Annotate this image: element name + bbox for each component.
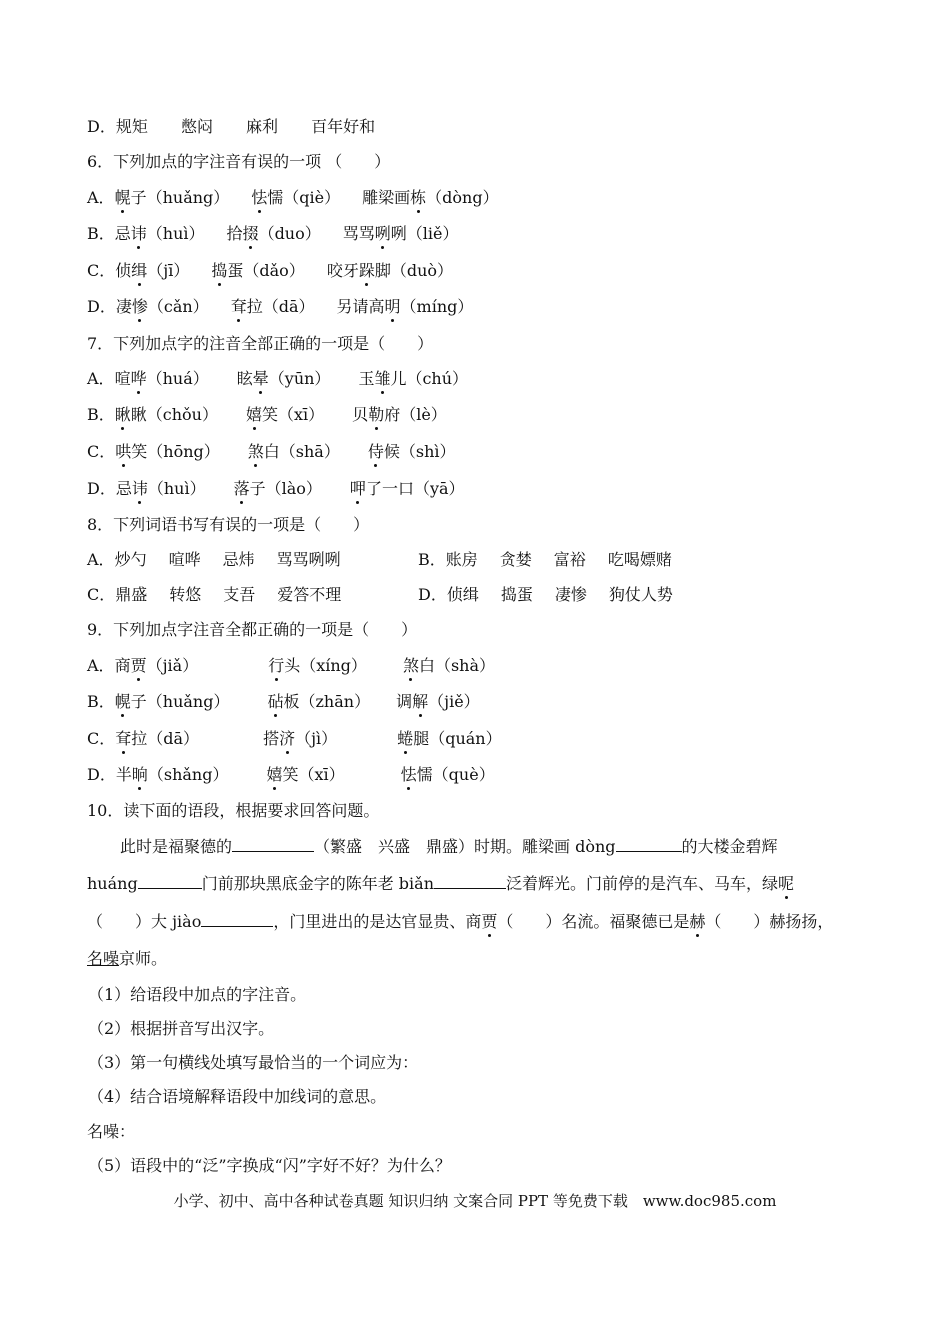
- option-word: 鼎盛: [115, 585, 148, 604]
- option-text: 候（shì）: [383, 442, 456, 461]
- dotted-char: 缉: [131, 261, 148, 280]
- option-word: 忌炜: [222, 550, 255, 569]
- option-text: 懦（què）: [416, 765, 495, 784]
- passage-text: huáng: [87, 874, 138, 893]
- option-text: 咧（liě）: [390, 224, 459, 243]
- dotted-char: 煞: [247, 442, 264, 461]
- option-word: 喧哗: [168, 550, 201, 569]
- q7-option-d: [87, 478, 465, 500]
- option-text: 忌: [114, 224, 131, 243]
- passage-text: （ ）赫扬扬，: [705, 912, 834, 931]
- option-text: （míng）: [400, 297, 474, 316]
- option-text: 板（zhān）: [283, 692, 371, 711]
- passage-text: （ ）大 jiào: [87, 912, 202, 931]
- option-label: B．: [87, 692, 115, 711]
- dotted-char: 捣: [211, 261, 228, 280]
- dotted-char: 幌: [114, 692, 131, 711]
- dotted-char: 晌: [131, 765, 148, 784]
- option-text: 拉（dā）: [246, 297, 315, 316]
- dotted-char: 怯: [400, 765, 417, 784]
- fill-blank[interactable]: [232, 836, 314, 852]
- option-text: 雕梁画: [362, 188, 411, 207]
- q8-option-b: [418, 549, 672, 571]
- option-text: （dòng）: [426, 188, 499, 207]
- q5-d-word3: 麻利: [246, 117, 279, 136]
- option-word: 捣蛋: [500, 585, 533, 604]
- dotted-char: 瞅: [114, 405, 131, 424]
- dotted-char: 勒: [368, 405, 385, 424]
- q10-sub4-answer-label: 名噪：: [87, 1122, 136, 1141]
- option-text: 笑（hōng）: [131, 442, 220, 461]
- q9-option-c: [87, 728, 502, 750]
- q7-stem: 7．下列加点字的注音全部正确的一项是（ ）: [87, 334, 434, 353]
- option-text: 了一口（yā）: [365, 479, 465, 498]
- q10-passage-line4: [87, 948, 167, 970]
- fill-blank[interactable]: [616, 836, 682, 852]
- passage-text: 的大楼金碧辉: [681, 837, 778, 856]
- option-word: 凄惨: [554, 585, 587, 604]
- option-label: A．: [87, 550, 115, 569]
- option-text: 喧: [114, 369, 131, 388]
- option-label: B．: [418, 550, 446, 569]
- q6-option-d: [87, 296, 473, 318]
- option-text: 商: [114, 656, 131, 675]
- option-text: 拾: [226, 224, 243, 243]
- q6-option-a: [87, 187, 499, 209]
- dotted-char: 讳: [130, 224, 147, 243]
- option-text: 笑（xī）: [262, 405, 325, 424]
- option-text: 瞅（chǒu）: [130, 405, 218, 424]
- q10-passage-line3: [87, 911, 833, 933]
- option-text: （jiě）: [428, 692, 480, 711]
- dotted-char: 煞: [402, 656, 419, 675]
- option-text: 子（huǎng）: [130, 188, 230, 207]
- option-text: （huá）: [146, 369, 209, 388]
- option-text: 贝: [352, 405, 369, 424]
- dotted-char: 砧: [267, 692, 284, 711]
- dotted-char: 行: [268, 656, 285, 675]
- option-text: 子（lào）: [249, 479, 322, 498]
- q8-option-d: [418, 584, 673, 606]
- dotted-char: 解: [412, 692, 429, 711]
- option-text: 头（xíng）: [284, 656, 367, 675]
- dotted-char: 呢: [778, 874, 795, 893]
- dotted-char: 贾: [130, 656, 147, 675]
- option-text: 忌: [115, 479, 132, 498]
- dotted-char: 讳: [131, 479, 148, 498]
- option-label: C．: [87, 261, 116, 280]
- option-text: （jī）: [147, 261, 190, 280]
- option-text: （duo）: [258, 224, 321, 243]
- passage-text: ，门里进出的是达官显贵、商: [273, 912, 482, 931]
- dotted-char: 耷: [115, 729, 132, 748]
- option-word: 吃喝嫖赌: [607, 550, 672, 569]
- option-label: C．: [87, 585, 116, 604]
- option-label: A．: [87, 369, 115, 388]
- passage-text: 此时是福聚德的: [120, 837, 233, 856]
- q5-d-word4: 百年好和: [311, 117, 376, 136]
- q9-option-b: [87, 691, 480, 713]
- fill-blank[interactable]: [201, 911, 273, 927]
- passage-text: 京师。: [119, 949, 168, 968]
- q7-option-c: [87, 441, 456, 463]
- q5-d-word2: 憋闷: [180, 117, 213, 136]
- option-text: （jì）: [295, 729, 338, 748]
- q10-sub2: （2）根据拼音写出汉字。: [88, 1019, 275, 1038]
- option-text: （huì）: [146, 224, 205, 243]
- dotted-char: 蜷: [397, 729, 414, 748]
- option-word: 账房: [445, 550, 478, 569]
- option-word: 爱答不理: [277, 585, 342, 604]
- option-word: 支吾: [223, 585, 256, 604]
- option-text: 白（shā）: [263, 442, 340, 461]
- q5-d-word1: D．规矩: [87, 117, 148, 136]
- q10-passage-line1: [120, 836, 778, 858]
- option-label: D．: [87, 479, 116, 498]
- option-word: 富裕: [553, 550, 586, 569]
- option-text: 脚（duò）: [374, 261, 454, 280]
- option-text: （cǎn）: [147, 297, 209, 316]
- option-label: B．: [87, 405, 115, 424]
- option-text: 侦: [115, 261, 132, 280]
- passage-text: （繁盛 兴盛 鼎盛）时期。雕梁画 dòng: [314, 837, 616, 856]
- q10-passage-line2: [87, 873, 794, 895]
- q8-stem: 8．下列词语书写有误的一项是（ ）: [87, 515, 370, 534]
- option-text: 骂骂: [342, 224, 375, 243]
- option-word: 侦缉: [446, 585, 479, 604]
- option-text: 白（shà）: [418, 656, 496, 675]
- dotted-char: 明: [384, 297, 401, 316]
- option-text: 儿（chú）: [390, 369, 469, 388]
- page-footer: 小学、初中、高中各种试卷真题 知识归纳 文案合同 PPT 等免费下载 www.doc985.com: [173, 1192, 777, 1210]
- option-text: （huì）: [147, 479, 206, 498]
- option-text: 蛋（dǎo）: [227, 261, 305, 280]
- option-word: 炒勺: [114, 550, 147, 569]
- q9-option-d: [87, 764, 495, 786]
- q9-stem: 9．下列加点字注音全都正确的一项是（ ）: [87, 620, 418, 639]
- q7-option-a: [87, 368, 468, 390]
- option-label: B．: [87, 224, 115, 243]
- passage-text: （ ）名流。福聚德已是: [497, 912, 690, 931]
- option-text: 咬牙: [326, 261, 359, 280]
- option-text: 子（huǎng）: [130, 692, 230, 711]
- option-word: 转悠: [169, 585, 202, 604]
- dotted-char: 雏: [374, 369, 391, 388]
- option-label: D．: [87, 297, 116, 316]
- option-text: 懦（qiè）: [267, 188, 341, 207]
- option-text: （yūn）: [268, 369, 331, 388]
- option-word: 骂骂咧咧: [276, 550, 341, 569]
- option-text: 另请高: [336, 297, 385, 316]
- q9-option-a: [87, 655, 495, 677]
- option-text: 凄: [115, 297, 132, 316]
- q10-sub5: （5）语段中的“泛”字换成“闪”字好不好？为什么？: [88, 1156, 451, 1175]
- option-text: 玉: [358, 369, 375, 388]
- dotted-char: 耷: [230, 297, 247, 316]
- option-text: （shǎng）: [147, 765, 229, 784]
- option-label: C．: [87, 729, 116, 748]
- q10-stem: 10．读下面的语段，根据要求回答问题。: [87, 801, 380, 820]
- q6-stem: 6．下列加点的字注音有误的一项 （ ）: [87, 152, 391, 171]
- dotted-char: 落: [233, 479, 250, 498]
- q8-option-c: [87, 584, 673, 606]
- option-word: 狗仗人势: [608, 585, 673, 604]
- q10-sub4: （4）结合语境解释语段中加线词的意思。: [88, 1087, 387, 1106]
- option-label: D．: [87, 765, 116, 784]
- option-text: 拉（dā）: [131, 729, 200, 748]
- option-label: C．: [87, 442, 116, 461]
- passage-text: 门前那块黑底金字的陈年老 biǎn: [201, 874, 434, 893]
- dotted-char: 济: [279, 729, 296, 748]
- option-text: 调: [396, 692, 413, 711]
- q10-sub3: （3）第一句横线处填写最恰当的一个词应为：: [88, 1053, 419, 1072]
- option-text: 眩: [236, 369, 253, 388]
- q5-option-d: [87, 116, 375, 138]
- dotted-char: 嬉: [246, 405, 263, 424]
- option-text: 腿（quán）: [413, 729, 502, 748]
- fill-blank[interactable]: [138, 873, 202, 889]
- option-text: （jiǎ）: [146, 656, 199, 675]
- option-label: D．: [418, 585, 447, 604]
- option-text: 笑（xī）: [282, 765, 345, 784]
- q6-option-b: [87, 223, 459, 245]
- q6-option-c: [87, 260, 453, 282]
- dotted-char: 晕: [252, 369, 269, 388]
- option-text: 府（lè）: [384, 405, 447, 424]
- dotted-char: 嬉: [266, 765, 283, 784]
- dotted-char: 哗: [130, 369, 147, 388]
- dotted-char: 怯: [251, 188, 268, 207]
- dotted-char: 哄: [115, 442, 132, 461]
- passage-text: 泛着辉光。门前停的是汽车、马车，绿: [506, 874, 779, 893]
- dotted-char: 栋: [410, 188, 427, 207]
- q7-option-b: [87, 404, 447, 426]
- option-label: A．: [87, 188, 115, 207]
- dotted-char: 幌: [114, 188, 131, 207]
- dotted-char: 贾: [481, 912, 498, 931]
- dotted-char: 跺: [358, 261, 375, 280]
- dotted-char: 咧: [374, 224, 391, 243]
- dotted-char: 掇: [242, 224, 259, 243]
- dotted-char: 赫: [689, 912, 706, 931]
- option-word: 贪婪: [499, 550, 532, 569]
- underlined-word: 名噪: [87, 949, 120, 968]
- option-label: A．: [87, 656, 115, 675]
- fill-blank[interactable]: [434, 873, 506, 889]
- q8-option-a: [87, 549, 672, 571]
- option-text: 半: [115, 765, 132, 784]
- dotted-char: 呷: [349, 479, 366, 498]
- option-text: 搭: [263, 729, 280, 748]
- q10-sub1: （1）给语段中加点的字注音。: [88, 985, 307, 1004]
- dotted-char: 侍: [367, 442, 384, 461]
- dotted-char: 惨: [131, 297, 148, 316]
